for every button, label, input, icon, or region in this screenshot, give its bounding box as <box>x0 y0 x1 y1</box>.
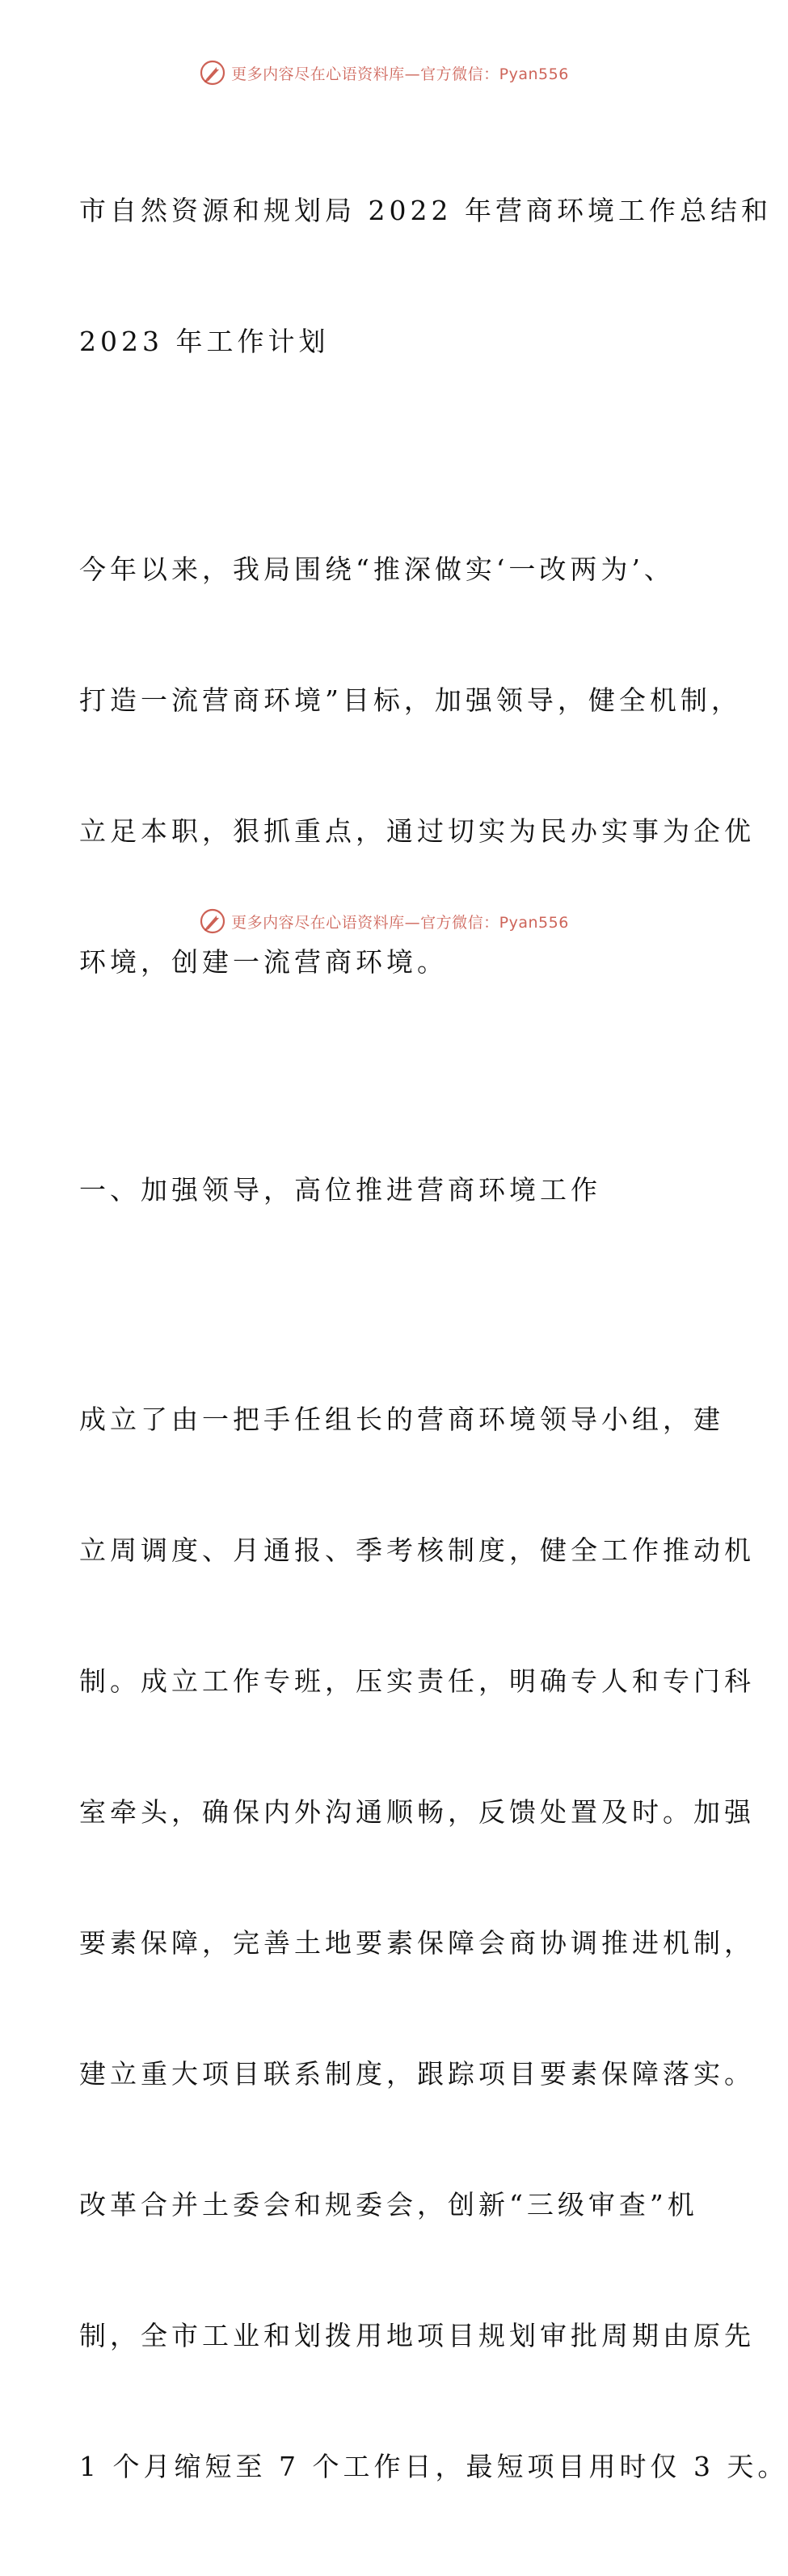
pen-nib-logo-icon <box>199 59 226 86</box>
text-line: 今年以来，我局围绕“推深做实‘一改两为’、 <box>79 554 675 585</box>
text-line: 制。成立工作专班，压实责任，明确专人和专门科 <box>79 1665 755 1697</box>
text-line: 室牵头，确保内外沟通顺畅，反馈处置及时。加强 <box>79 1796 755 1828</box>
text-line: 打造一流营商环境”目标，加强领导，健全机制， <box>79 684 742 716</box>
text-line: 制，全市工业和划拨用地项目规划审批周期由原先 <box>79 2320 755 2351</box>
intro-paragraph <box>79 461 755 1071</box>
section-heading <box>79 1081 693 1299</box>
text-line: 改革合并土委会和规委会，创新“三级审查”机 <box>79 2189 698 2220</box>
watermark-banner-bottom <box>0 905 768 937</box>
text-line: 环境，创建一流营商环境。 <box>79 946 448 978</box>
text-line: 立周调度、月通报、季考核制度，健全工作推动机 <box>79 1534 755 1566</box>
document-body <box>79 102 788 2576</box>
title-line: 2023 年工作计划 <box>79 326 330 357</box>
document-title <box>79 102 772 451</box>
text-line: 成立了由一把手任组长的营商环境领导小组，建 <box>79 1404 724 1435</box>
heading-line: 一、加强领导，高位推进营商环境工作 <box>79 1174 601 1206</box>
text-line: 要素保障，完善土地要素保障会商协调推进机制， <box>79 1927 755 1959</box>
title-line: 市自然资源和规划局 2022 年营商环境工作总结和 <box>79 195 772 226</box>
text-line: 建立重大项目联系制度，跟踪项目要素保障落实。 <box>79 2058 755 2090</box>
pen-nib-logo-icon <box>199 907 226 935</box>
watermark-text: 更多内容尽在心语资料库—官方微信：Pyan556 <box>231 65 569 83</box>
text-line: 1 个月缩短至 7 个工作日，最短项目用时仅 3 天。 <box>79 2451 788 2482</box>
watermark-banner-top <box>0 57 768 89</box>
text-line: 立足本职，狠抓重点，通过切实为民办实事为企优 <box>79 815 755 847</box>
watermark-text: 更多内容尽在心语资料库—官方微信：Pyan556 <box>231 913 569 932</box>
section-paragraph <box>79 1311 788 2576</box>
